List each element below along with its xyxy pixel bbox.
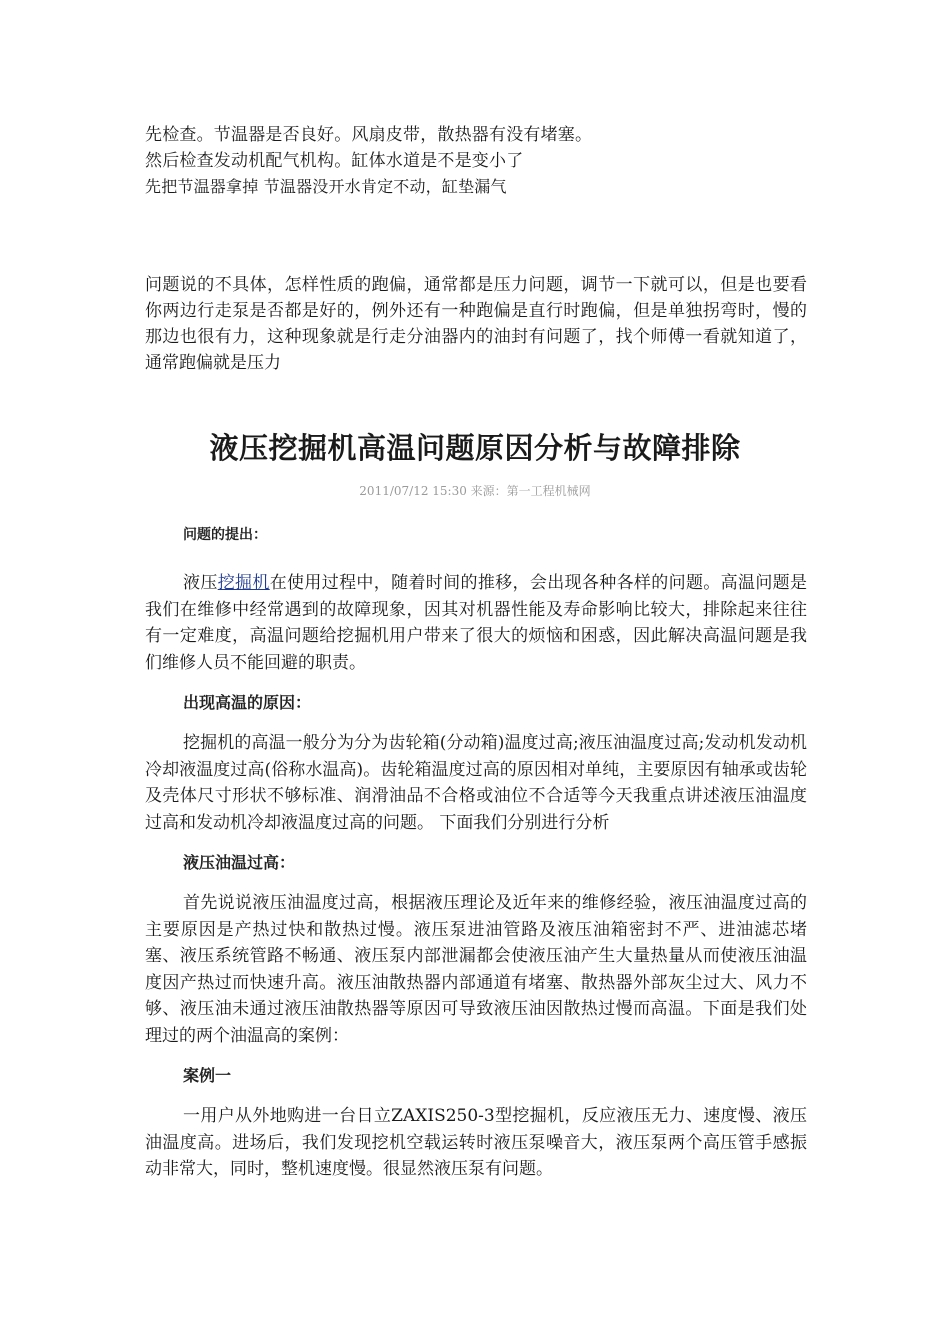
answer-block — [145, 272, 807, 376]
section-heading: 案例一 — [183, 1066, 232, 1085]
section-heading: 液压油温过高： — [183, 853, 296, 872]
article-title: 液压挖掘机高温问题原因分析与故障排除 — [209, 431, 741, 465]
answer-paragraph: 问题说的不具体，怎样性质的跑偏，通常都是压力问题，调节一下就可以，但是也要看你两边行走泵是否都是好的，例外还有一种跑偏是直行时跑偏，但是单独拐弯时，慢的那边也很有力，这种现象就是行走分油器内的油封有问题了，找个师傅一看就知道了，通常跑偏就是压力 — [145, 275, 807, 373]
article-meta: 2011/07/12 15:30 来源：第一工程机械网 — [359, 484, 591, 498]
excavator-link[interactable]: 挖掘机 — [217, 573, 270, 593]
section-heading: 问题的提出： — [183, 527, 267, 543]
paragraph: 一用户从外地购进一台日立ZAXIS250-3型挖掘机，反应液压无力、速度慢、液压油温度高。进场后，我们发现挖机空载运转时液压泵噪音大，液压泵两个高压管手感振动非常大，同时，整机速度慢。很显然液压泵有问题。 — [145, 1106, 807, 1179]
intro-line: 先检查。节温器是否良好。风扇皮带，散热器有没有堵塞。 — [145, 125, 593, 145]
intro-line: 先把节温器拿掉 节温器没开水肯定不动，缸垫漏气 — [145, 177, 507, 196]
section-heading: 出现高温的原因： — [183, 693, 312, 712]
paragraph-text: 液压 — [183, 573, 218, 593]
paragraph — [145, 570, 807, 676]
paragraph: 挖掘机的高温一般分为分为齿轮箱(分动箱)温度过高;液压油温度过高;发动机发动机冷却液温度过高(俗称水温高)。齿轮箱温度过高的原因相对单纯，主要原因有轴承或齿轮及壳体尺寸形状不够标准、润滑油品不合格或油位不合适等今天我重点讲述液压油温度过高和发动机冷却液温度过高的问题。 下面我们分别进行分析 — [145, 733, 807, 833]
article-body — [145, 522, 807, 1183]
paragraph: 首先说说液压油温度过高，根据液压理论及近年来的维修经验，液压油温度过高的主要原因是产热过快和散热过慢。液压泵进油管路及液压油箱密封不严、进油滤芯堵塞、液压系统管路不畅通、液压泵内部泄漏都会使液压油产生大量热量从而使液压油温度因产热过而快速升高。液压油散热器内部通道有堵塞、散热器外部灰尘过大、风力不够、液压油未通过液压油散热器等原因可导致液压油因散热过慢而高温。下面是我们处理过的两个油温高的案例： — [145, 893, 807, 1046]
paragraph-text: 在使用过程中，随着时间的推移，会出现各种各样的问题。高温问题是我们在维修中经常遇到的故障现象，因其对机器性能及寿命影响比较大，排除起来往往有一定难度，高温问题给挖掘机用户带来了很大的烦恼和困惑，因此解决高温问题是我们维修人员不能回避的职责。 — [145, 573, 808, 673]
intro-line: 然后检查发动机配气机构。缸体水道是不是变小了 — [145, 151, 524, 171]
